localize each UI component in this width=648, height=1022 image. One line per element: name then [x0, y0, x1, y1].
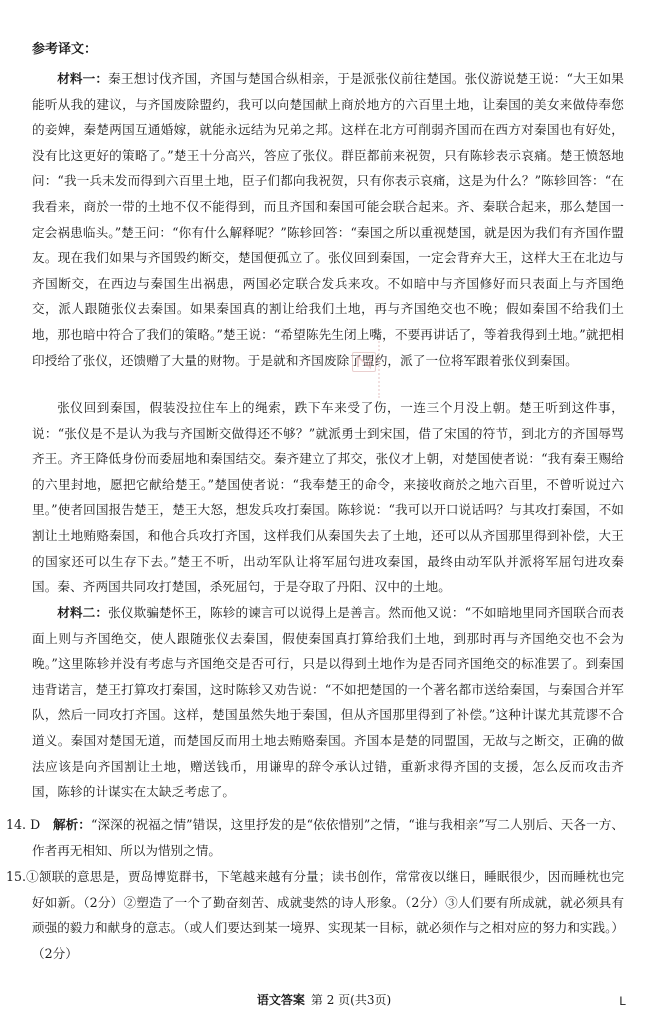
watermark-logo-icon — [352, 352, 376, 372]
answer-text: ①颔联的意思是，贾岛博览群书，下笔越来越有分量；读书创作，常常夜以继日，睡眠很少，因而睡枕也完好如新。（2分）②塑造了一个了勤奋刻苦、成就斐然的诗人形象。（2分）③人们要有所成就，就必须具有顽强的毅力和献身的意志。（或人们要达到某一境界、实现某一目标，就必须作与之相对应的努力和实践。）（2分） — [26, 869, 624, 961]
answer-14 — [6, 812, 624, 863]
answer-label: 解析： — [52, 817, 91, 832]
paragraph-label: 材料二： — [57, 605, 109, 620]
footer-title: 语文答案 — [256, 993, 305, 1007]
paragraph-label: 材料一： — [57, 71, 109, 86]
answer-number: 15. — [6, 869, 27, 884]
paragraph-text: 张仪欺骗楚怀王，陈轸的谏言可以说得上是善言。然而他又说：“不如暗地里同齐国联合而表面上则与齐国绝交，使人跟随张仪去秦国，假使秦国真打算给我们土地，到那时再与齐国绝交也不会为晚。”这里陈轸并没有考虑与齐国绝交是否可行，只是以得到土地作为是否同齐国绝交的标准罢了。到秦国违背诺言，楚王打算攻打秦国，这时陈轸又劝告说：“不如把楚国的一个著名都市送给秦国，与秦国合并军队，然后一同攻打齐国。这样，楚国虽然失地于秦国，但从齐国那里得到了补偿。”这种计谋尤其荒谬不合道义。秦国对楚国无道，而楚国反而用土地去贿赂秦国。齐国本是楚的同盟国，无故与之断交，正确的做法应该是向齐国割让土地，赠送钱币，用谦卑的辞令承认过错，重新求得齐国的支援，怎么反而攻击齐国，陈轸的计谋实在太缺乏考虑了。 — [32, 605, 624, 800]
section-heading: 参考译文： — [32, 42, 98, 57]
watermark-stamp-icon — [378, 338, 392, 398]
paragraph-text: 秦王想讨伐齐国，齐国与楚国合纵相亲，于是派张仪前往楚国。张仪游说楚王说：“大王如果能听从我的建议，与齐国废除盟约，我可以向楚国献上商於地方的六百里土地，让秦国的美女来做侍奉您的妾婢，秦楚两国互通婚嫁，就能永远结为兄弟之邦。这样在北方可削弱齐国而在西方对秦国也有好处，没有比这更好的策略了。”楚王十分高兴，答应了张仪。群臣都前来祝贺，只有陈轸表示哀痛。楚王愤怒地问：“我一兵未发而得到六百里土地，臣子们都向我祝贺，只有你表示哀痛，这是为什么？”陈轸回答：“在我看来，商於一带的土地不仅不能得到，而且齐国和秦国可能会联合起来。齐、秦联合起来，那么楚国一定会祸患临头。”楚王问：“你有什么解释呢？”陈轸回答：“秦国之所以重视楚国，就是因为我们有齐国作盟友。现在我们如果与齐国毁约断交，楚国便孤立了。张仪回到秦国，一定会背弃大王，这样大王在北边与齐国断交，在西边与秦国生出祸患，两国必定联合发兵来攻。不如暗中与齐国修好而只表面上与齐国绝交，派人跟随张仪去秦国。如果秦国真的割让给我们土地，再与齐国绝交也不晚；假如秦国不给我们土地，那也暗中符合了我们的策略。”楚王说：“希望陈先生闭上嘴，不要再讲话了，等着我得到土地。”就把相印授给了张仪，还馈赠了大量的财物。于是就和齐国废除了盟约，派了一位将军跟着张仪到秦国。 — [32, 71, 624, 368]
answer-15 — [6, 864, 624, 966]
paragraph-material-1 — [32, 66, 624, 373]
footer-page-number: 第 2 页(共3页) — [310, 993, 392, 1007]
page-footer — [0, 993, 648, 1007]
footer-code: L — [619, 994, 626, 1008]
paragraph-material-1-continued — [32, 395, 624, 600]
answer-number: 14. D — [6, 817, 41, 832]
paragraph-material-2 — [32, 600, 624, 805]
answer-text: “深深的祝福之情”错误，这里抒发的是“依依惜别”之情，“谁与我相亲”写二人别后、天各一方、作者再无相知、所以为惜别之情。 — [32, 817, 624, 858]
paragraph-text: 张仪回到秦国，假装没拉住车上的绳索，跌下车来受了伤，一连三个月没上朝。楚王听到这件事，说：“张仪是不是认为我与齐国断交做得还不够？”就派勇士到宋国，借了宋国的符节，到北方的齐国辱骂齐王。齐王降低身份而委屈地和秦国结交。秦齐建立了邦交，张仪才上朝，对楚国使者说：“我有秦王赐给的六里封地，愿把它献给楚王。”楚国使者说：“我奉楚王的命令，来接收商於之地六百里，不曾听说过六里。”使者回国报告楚王，楚王大怒，想发兵攻打秦国。陈轸说：“我可以开口说话吗？与其攻打秦国，不如割让土地贿赂秦国，和他合兵攻打齐国，这样我们从秦国失去了土地，还可以从齐国那里得到补偿，大王的国家还可以生存下去。”楚王不听，出动军队让将军屈匄进攻秦国，最终由动军队并派将军屈匄进攻秦国。秦、齐两国共同攻打楚国，杀死屈匄，于是夺取了丹阳、汉中的土地。 — [32, 400, 624, 595]
